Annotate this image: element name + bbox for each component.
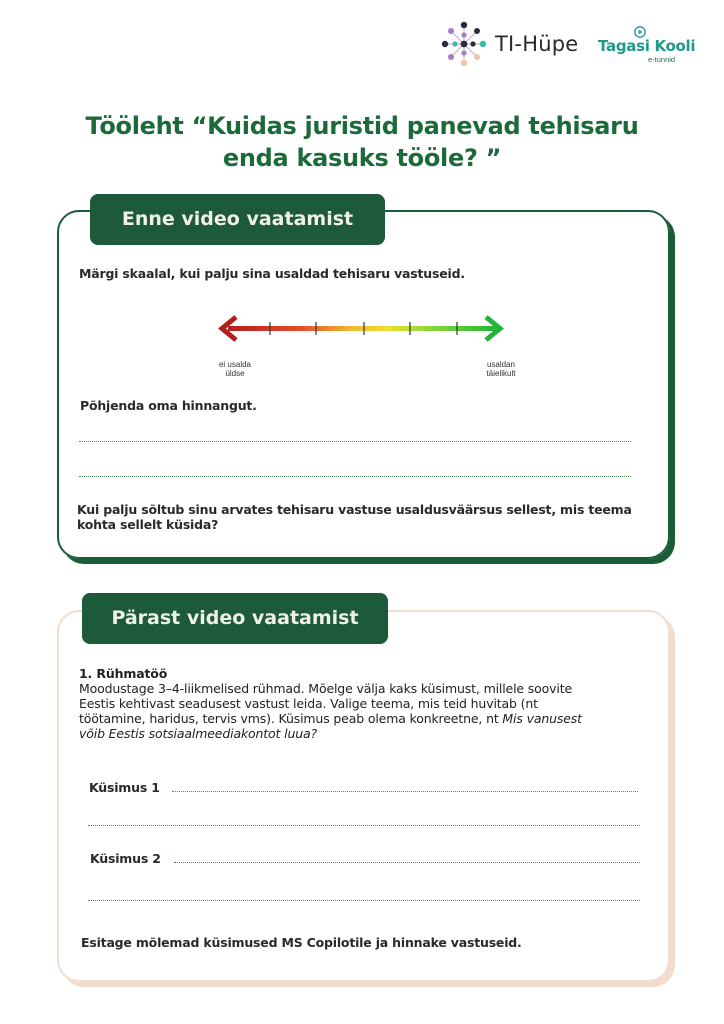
question-2-label: Küsimus 2 xyxy=(90,851,161,866)
scale-label-low: ei usalda üldse xyxy=(218,360,252,378)
trust-scale-bar xyxy=(228,326,496,331)
trust-scale-question: Märgi skaalal, kui palju sina usaldad tehisaru vastuseid. xyxy=(79,266,465,281)
page-title-line-1: Tööleht “Kuidas juristid panevad tehisaru xyxy=(85,112,639,140)
reason-answer-line-1[interactable] xyxy=(79,441,631,442)
page-title xyxy=(62,110,662,174)
tagasi-kooli-logo xyxy=(598,26,698,66)
ti-hupe-logo-text: TI-Hüpe xyxy=(495,32,579,56)
tagasi-kooli-logo-subtext: e-tunnid xyxy=(648,55,676,64)
scale-label-high: usaldan täielikult xyxy=(486,360,516,378)
question-2-answer-line[interactable] xyxy=(174,862,640,863)
group-task-title: 1. Rühmatöö xyxy=(79,666,168,681)
ti-hupe-logo xyxy=(441,20,591,68)
ti-hupe-network-icon xyxy=(441,21,487,67)
after-video-heading: Pärast video vaatamist xyxy=(82,593,388,644)
before-video-heading: Enne video vaatamist xyxy=(90,194,385,245)
group-task: 1. Rühmatöö Moodustage 3–4-liikmelised rühmad. Mõelge välja kaks küsimust, millele soovite Eestis kehtivast seadusest vastust leida. Valige teema, mis teid huvitab (nt töötamine, haridus, tervis vms). Küsimus peab olema konkreetne, nt Mis vanusest võib Eestis sotsiaalmeediakontot luua? xyxy=(79,666,659,741)
final-instruction: Esitage mõlemad küsimused MS Copilotile ja hinnake vastuseid. xyxy=(81,935,522,950)
question-1-label: Küsimus 1 xyxy=(89,780,160,795)
reason-answer-line-2[interactable] xyxy=(79,476,631,477)
topic-question: Kui palju sõltub sinu arvates tehisaru vastuse usaldusväärsus sellest, mis teema kohta sellelt küsida? xyxy=(77,502,632,532)
question-2-answer-line-2[interactable] xyxy=(88,900,640,901)
reason-question: Põhjenda oma hinnangut. xyxy=(80,398,257,413)
question-1-answer-line[interactable] xyxy=(172,791,638,792)
question-1-answer-line-2[interactable] xyxy=(88,825,640,826)
page-title-line-2: enda kasuks tööle? ” xyxy=(222,144,502,172)
tagasi-kooli-logo-text: Tagasi Kooli xyxy=(598,37,696,55)
trust-scale[interactable] xyxy=(218,314,506,344)
